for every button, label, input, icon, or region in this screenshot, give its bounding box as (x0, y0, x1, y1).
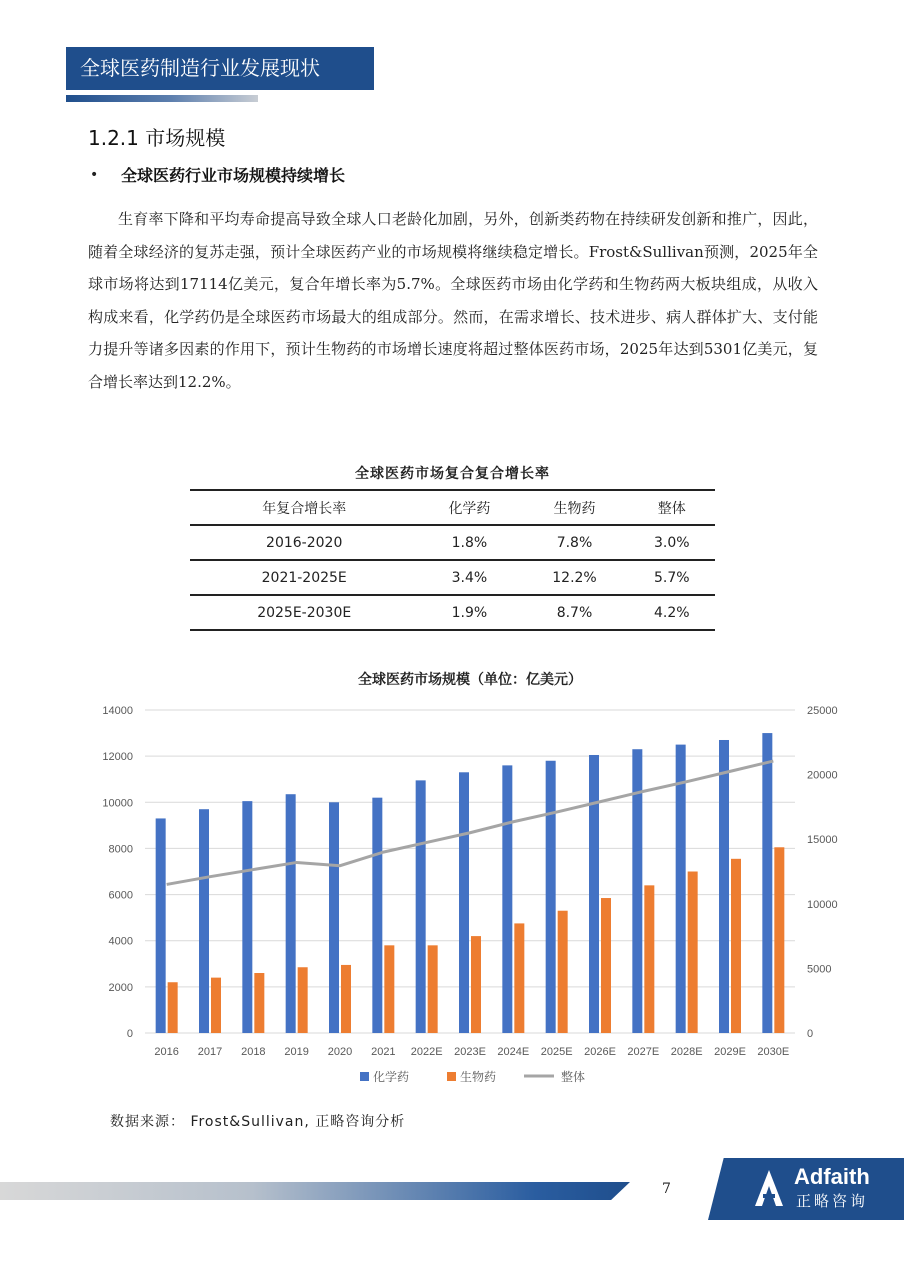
legend-label: 化学药 (373, 1070, 410, 1084)
x-tick-label: 2027E (627, 1046, 660, 1058)
x-tick-label: 2029E (714, 1046, 746, 1058)
x-tick-label: 2026E (584, 1046, 616, 1058)
table-header-cell: 整体 (657, 500, 686, 517)
bar (762, 733, 772, 1033)
table-cell: 12.2% (552, 569, 597, 586)
x-tick-label: 2022E (410, 1046, 443, 1058)
legend-swatch (360, 1072, 369, 1081)
y-left-tick-label: 8000 (108, 843, 133, 856)
header-underline (66, 95, 258, 102)
y-right-tick-label: 0 (807, 1028, 814, 1040)
table-cell: 4.2% (653, 604, 690, 621)
table-header-cell: 年复合增长率 (262, 500, 347, 517)
x-tick-label: 2030E (757, 1046, 790, 1058)
y-right-tick-label: 15000 (807, 834, 838, 847)
table-cell: 1.9% (451, 604, 488, 621)
table-title: 全球医药市场复合复合增长率 (355, 466, 550, 482)
bar (298, 967, 308, 1033)
table-cell: 2016-2020 (266, 534, 343, 551)
x-tick-label: 2019 (284, 1046, 309, 1058)
bar (546, 761, 556, 1033)
legend-label: 生物药 (460, 1070, 497, 1084)
table-cell: 7.8% (556, 534, 593, 551)
table-cell: 2025E-2030E (257, 604, 352, 621)
bar (416, 780, 426, 1033)
table-cell: 3.0% (653, 534, 690, 551)
y-right-tick-label: 20000 (807, 769, 838, 782)
x-tick-label: 2020 (327, 1046, 353, 1058)
cagr-table (190, 489, 715, 631)
adfaith-logo-icon (752, 1168, 786, 1208)
bar (774, 847, 784, 1033)
bar (731, 859, 741, 1033)
y-left-tick-label: 0 (126, 1028, 133, 1040)
bar (428, 945, 438, 1033)
y-right-tick-label: 10000 (807, 898, 838, 911)
x-tick-label: 2017 (197, 1046, 223, 1058)
bar (644, 885, 654, 1033)
table-cell: 2021-2025E (261, 569, 347, 586)
table-cell: 5.7% (653, 569, 690, 586)
bar (156, 818, 166, 1033)
logo-text-cn: 正略咨询 (796, 1192, 869, 1210)
x-tick-label: 2021 (371, 1046, 396, 1058)
x-tick-label: 2016 (154, 1046, 179, 1058)
page-number: 7 (662, 1181, 671, 1197)
chart-title: 全球医药市场规模（单位：亿美元） (358, 672, 582, 688)
y-left-tick-label: 14000 (102, 705, 133, 717)
bar (211, 978, 221, 1033)
x-tick-label: 2018 (241, 1046, 266, 1058)
bar (384, 945, 394, 1033)
bar (168, 982, 178, 1033)
table-row (190, 595, 715, 630)
bar (601, 898, 611, 1033)
table-row (190, 525, 715, 560)
bar (676, 745, 686, 1033)
y-left-tick-label: 4000 (108, 935, 133, 948)
y-left-tick-label: 2000 (108, 981, 133, 994)
table-header-cell: 化学药 (448, 500, 491, 517)
body-paragraph: 生育率下降和平均寿命提高导致全球人口老龄化加剧，另外，创新类药物在持续研发创新和推广，因此，随着全球经济的复苏走强，预计全球医药产业的市场规模将继续稳定增长。Frost&Sullivan预测，2025年全球市场将达到17114亿美元，复合年增长率为5.7%。全球医药市场由化学药和生物药两大板块组成，从收入构成来看，化学药仍是全球医药市场最大的组成部分。然而，在需求增长、技术进步、病人群体扩大、支付能力提升等诸多因素的作用下，预计生物药的市场增长速度将超过整体医药市场，2025年达到5301亿美元，复合增长率达到12.2%。 (88, 210, 818, 391)
section-subtitle: 全球医药行业市场规模持续增长 (121, 166, 346, 185)
bar (459, 772, 469, 1033)
header-title: 全球医药制造行业发展现状 (80, 56, 320, 80)
bar (329, 802, 339, 1033)
y-right-tick-label: 25000 (807, 705, 838, 717)
legend-swatch (447, 1072, 456, 1081)
bar (372, 798, 382, 1033)
logo-text-en: Adfaith (794, 1164, 870, 1189)
bar (514, 923, 524, 1033)
table-header-row (190, 490, 715, 525)
market-size-chart (100, 660, 840, 1100)
y-right-tick-label: 5000 (807, 963, 832, 976)
bar (558, 911, 568, 1033)
bar (589, 755, 599, 1033)
section-title: 1.2.1 市场规模 (88, 126, 226, 150)
y-left-tick-label: 6000 (108, 889, 133, 902)
y-left-tick-label: 10000 (102, 797, 133, 810)
bar (341, 965, 351, 1033)
chart-svg (100, 660, 840, 1100)
y-left-tick-label: 12000 (102, 751, 133, 764)
data-source: 数据来源： Frost&Sullivan, 正略咨询分析 (110, 1114, 406, 1130)
bar (254, 973, 264, 1033)
x-tick-label: 2024E (497, 1046, 530, 1058)
bar (199, 809, 209, 1033)
header-title-bar (66, 47, 374, 90)
x-tick-label: 2028E (670, 1046, 703, 1058)
bar (719, 740, 729, 1033)
footer-stripe (0, 1182, 630, 1200)
table-row (190, 560, 715, 595)
bar (471, 936, 481, 1033)
bar (286, 794, 296, 1033)
bar (242, 801, 252, 1033)
table-header-cell: 生物药 (553, 500, 596, 517)
table-cell: 8.7% (556, 604, 593, 621)
bar (688, 872, 698, 1034)
bullet-marker: • (90, 167, 99, 183)
bar (502, 765, 512, 1033)
x-tick-label: 2023E (454, 1046, 486, 1058)
legend-label: 整体 (561, 1070, 586, 1084)
table-cell: 1.8% (451, 534, 488, 551)
table-cell: 3.4% (451, 569, 488, 586)
x-tick-label: 2025E (540, 1046, 573, 1058)
